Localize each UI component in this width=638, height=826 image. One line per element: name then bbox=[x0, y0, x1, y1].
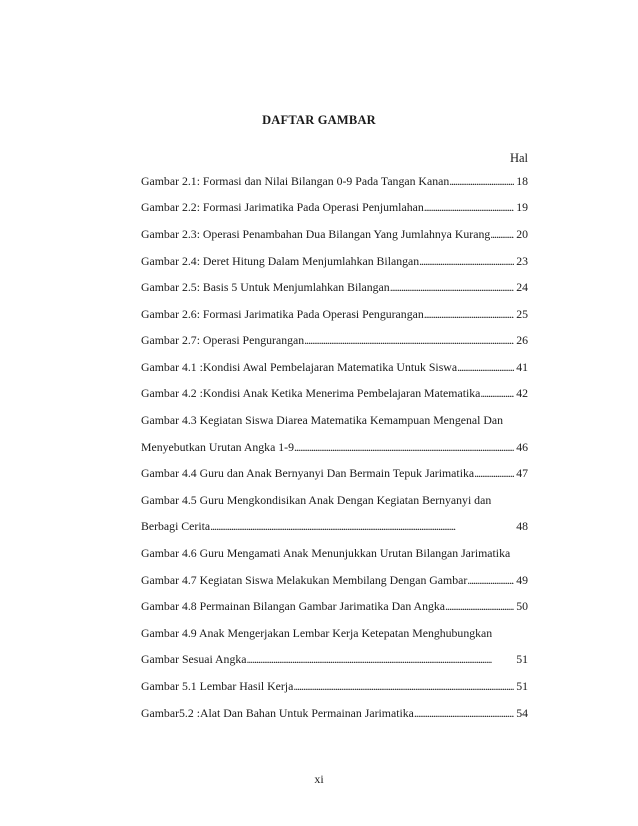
dot-leader bbox=[304, 332, 514, 348]
figure-title: Gambar 4.8 Permainan Bilangan Gambar Jarimatika Dan Angka bbox=[141, 599, 446, 613]
figure-page-number: 19 bbox=[516, 200, 528, 214]
dot-leader bbox=[294, 439, 514, 455]
figure-page-number: 50 bbox=[516, 599, 528, 613]
figure-title: Gambar 2.7: Operasi Pengurangan bbox=[141, 333, 305, 347]
figure-title: Gambar 4.3 Kegiatan Siswa Diarea Matematika Kemampuan Mengenal Dan bbox=[141, 413, 503, 427]
figure-list-item bbox=[141, 678, 528, 694]
figure-list-item bbox=[141, 173, 528, 189]
dot-leader bbox=[419, 253, 514, 269]
figure-page-number: 46 bbox=[516, 440, 528, 454]
figure-list-item bbox=[141, 385, 528, 401]
figure-page-number: 23 bbox=[516, 254, 528, 268]
dot-leader bbox=[247, 651, 515, 667]
figure-page-number: 25 bbox=[516, 307, 528, 321]
figure-title: Gambar 5.1 Lembar Hasil Kerja bbox=[141, 679, 294, 693]
page-column-label: Hal bbox=[509, 151, 528, 165]
dot-leader bbox=[210, 518, 514, 534]
figure-list-item bbox=[141, 492, 528, 508]
figure-list-item bbox=[141, 332, 528, 348]
figure-page-number: 51 bbox=[516, 652, 528, 666]
figure-title: Gambar 4.4 Guru dan Anak Bernyanyi Dan Bermain Tepuk Jarimatika bbox=[141, 466, 475, 480]
dot-leader bbox=[480, 385, 514, 401]
figure-title: Gambar 2.2: Formasi Jarimatika Pada Operasi Penjumlahan bbox=[141, 200, 424, 214]
figure-list-item bbox=[141, 705, 528, 721]
figure-page-number: 47 bbox=[516, 466, 528, 480]
page-title: DAFTAR GAMBAR bbox=[262, 113, 376, 127]
figure-list-item bbox=[141, 625, 528, 641]
dot-leader bbox=[390, 279, 515, 295]
figure-list-item bbox=[141, 545, 528, 561]
figure-title: Gambar 2.6: Formasi Jarimatika Pada Operasi Pengurangan bbox=[141, 307, 424, 321]
figure-page-number: 18 bbox=[516, 174, 528, 188]
figure-title: Gambar 2.4: Deret Hitung Dalam Menjumlahkan Bilangan bbox=[141, 254, 420, 268]
figure-list-item bbox=[141, 279, 528, 295]
figure-list-item bbox=[141, 465, 528, 481]
figure-title: Gambar 4.1 :Kondisi Awal Pembelajaran Matematika Untuk Siswa bbox=[141, 360, 458, 374]
dot-leader bbox=[490, 226, 514, 242]
dot-leader bbox=[293, 678, 514, 694]
dot-leader bbox=[445, 598, 514, 614]
figure-page-number: 49 bbox=[516, 573, 528, 587]
figure-page-number: 41 bbox=[516, 360, 528, 374]
figure-page-number: 20 bbox=[516, 227, 528, 241]
figure-list-item bbox=[141, 572, 528, 588]
figure-list-item bbox=[141, 306, 528, 322]
dot-leader bbox=[457, 359, 514, 375]
figure-title: Gambar5.2 :Alat Dan Bahan Untuk Permainan Jarimatika bbox=[141, 706, 414, 720]
page-number: xi bbox=[314, 772, 324, 786]
dot-leader bbox=[414, 705, 514, 721]
dot-leader bbox=[424, 199, 514, 215]
figure-list-item bbox=[141, 359, 528, 375]
dot-leader bbox=[449, 173, 514, 189]
figure-page-number: 26 bbox=[516, 333, 528, 347]
figure-page-number: 48 bbox=[516, 519, 528, 533]
figure-title: Berbagi Cerita bbox=[141, 519, 211, 533]
figure-list-item bbox=[141, 439, 528, 455]
figure-title: Gambar 4.2 :Kondisi Anak Ketika Menerima Pembelajaran Matematika bbox=[141, 386, 481, 400]
figure-page-number: 54 bbox=[516, 706, 528, 720]
dot-leader bbox=[424, 306, 514, 322]
figure-title: Menyebutkan Urutan Angka 1-9 bbox=[141, 440, 294, 454]
figure-title: Gambar Sesuai Angka bbox=[141, 652, 247, 666]
figure-list-item bbox=[141, 226, 528, 242]
figure-list-item bbox=[141, 518, 528, 534]
figure-title: Gambar 4.5 Guru Mengkondisikan Anak Dengan Kegiatan Bernyanyi dan bbox=[141, 493, 492, 507]
figure-page-number: 51 bbox=[516, 679, 528, 693]
figure-title: Gambar 4.9 Anak Mengerjakan Lembar Kerja Ketepatan Menghubungkan bbox=[141, 626, 493, 640]
figure-list-item bbox=[141, 253, 528, 269]
figure-list-item bbox=[141, 199, 528, 215]
figure-list-item bbox=[141, 598, 528, 614]
figure-title: Gambar 4.6 Guru Mengamati Anak Menunjukkan Urutan Bilangan Jarimatika bbox=[141, 546, 511, 560]
dot-leader bbox=[467, 572, 514, 588]
figure-page-number: 42 bbox=[516, 386, 528, 400]
dot-leader bbox=[474, 465, 514, 481]
figure-list-item bbox=[141, 651, 528, 667]
figure-title: Gambar 4.7 Kegiatan Siswa Melakukan Membilang Dengan Gambar bbox=[141, 573, 468, 587]
figure-title: Gambar 2.5: Basis 5 Untuk Menjumlahkan Bilangan bbox=[141, 280, 390, 294]
figure-list-item bbox=[141, 412, 528, 428]
figure-page-number: 24 bbox=[516, 280, 528, 294]
figure-title: Gambar 2.1: Formasi dan Nilai Bilangan 0-9 Pada Tangan Kanan bbox=[141, 174, 450, 188]
figure-title: Gambar 2.3: Operasi Penambahan Dua Bilangan Yang Jumlahnya Kurang bbox=[141, 227, 491, 241]
